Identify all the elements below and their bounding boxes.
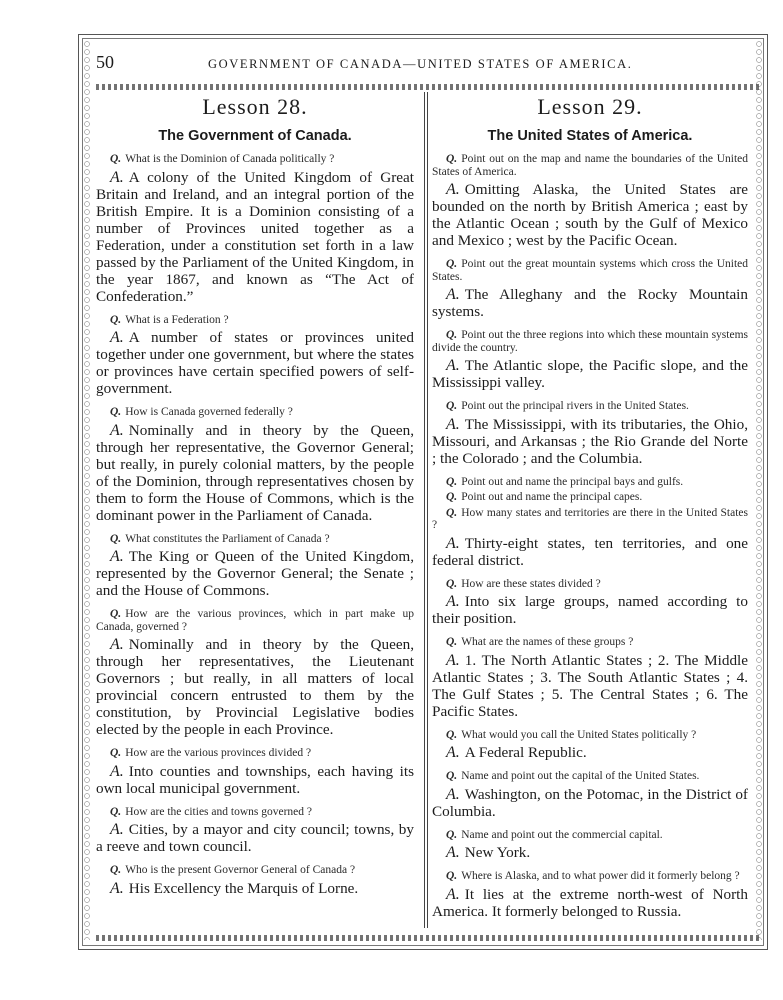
- answer-text: The Atlantic slope, the Pacific slope, and the Mississippi valley.: [432, 357, 748, 391]
- question: [96, 747, 414, 760]
- question-text: Name and point out the capital of the United States.: [461, 770, 700, 782]
- question: [432, 329, 748, 354]
- lesson-29-column: [432, 92, 748, 929]
- question-marker: Q.: [446, 153, 458, 165]
- answer-text: New York.: [464, 844, 531, 861]
- answer: [432, 181, 748, 249]
- question-text: Where is Alaska, and to what power did it formerly belong ?: [461, 870, 740, 882]
- question: [432, 636, 748, 649]
- question-marker: Q.: [446, 828, 458, 841]
- question: [432, 491, 748, 504]
- answer: [96, 821, 414, 855]
- column-divider: [424, 92, 428, 928]
- running-title: GOVERNMENT OF CANADA—UNITED STATES OF AMERICA.: [208, 57, 633, 71]
- question-marker: Q.: [110, 313, 122, 326]
- footer-rule: [96, 935, 760, 941]
- answer: [432, 744, 748, 761]
- question-marker: Q.: [446, 491, 458, 503]
- question-marker: Q.: [446, 400, 458, 412]
- question: [96, 608, 414, 633]
- question: [432, 829, 748, 842]
- answer-text: Washington, on the Potomac, in the District of Columbia.: [432, 785, 748, 820]
- answer-marker: A.: [446, 181, 460, 198]
- question-marker: Q.: [110, 406, 122, 418]
- answer-marker: A.: [446, 357, 460, 374]
- answer-marker: A.: [446, 885, 460, 903]
- answer: [96, 880, 414, 897]
- question: [432, 507, 748, 532]
- answer-marker: A.: [446, 286, 460, 303]
- question-marker: Q.: [446, 728, 458, 741]
- question-marker: Q.: [446, 506, 458, 519]
- answer-text: A number of states or provinces united together under one government, but where the states or provinces have certain specified powers of self-government.: [96, 329, 414, 397]
- answer-marker: A.: [110, 421, 124, 439]
- answer: [432, 357, 748, 391]
- question-text: How many states and territories are there in the United States ?: [432, 506, 748, 531]
- answer: [96, 422, 414, 524]
- left-ornament: [84, 40, 90, 940]
- answer-text: The Alleghany and the Rocky Mountain systems.: [432, 286, 748, 320]
- answer-text: Nominally and in theory by the Queen, through her representative, the Governor General; but really, in purely colonial matters, by the people of the Dominion, through representatives chosen by them to form the House of Commons, which is the dominant power in the Parliament of Canada.: [96, 421, 414, 524]
- answer-marker: A.: [110, 168, 124, 186]
- question-marker: Q.: [110, 153, 122, 165]
- answer: [432, 593, 748, 627]
- question-marker: Q.: [110, 805, 122, 818]
- question: [432, 153, 748, 178]
- answer-text: The King or Queen of the United Kingdom, represented by the Governor General; the Senate ; and the House of Commons.: [96, 548, 414, 599]
- question-text: Point out the three regions into which these mountain systems divide the country.: [432, 329, 748, 354]
- answer: [96, 636, 414, 738]
- header-rule: [96, 84, 760, 90]
- question-text: How is Canada governed federally ?: [125, 406, 293, 418]
- question: [96, 864, 414, 877]
- answer: [432, 652, 748, 720]
- question: [432, 770, 748, 783]
- question-text: Point out the great mountain systems which cross the United States.: [432, 258, 748, 283]
- question-text: Point out and name the principal capes.: [461, 491, 643, 503]
- question-text: What are the names of these groups ?: [461, 636, 634, 648]
- answer-text: His Excellency the Marquis of Lorne.: [128, 879, 359, 897]
- question: [432, 729, 748, 742]
- question-text: How are the cities and towns governed ?: [125, 805, 313, 818]
- question-marker: Q.: [446, 475, 458, 488]
- lesson-title: Lesson 29.: [537, 94, 643, 119]
- question-marker: Q.: [110, 864, 122, 876]
- answer: [432, 886, 748, 920]
- question-marker: Q.: [446, 329, 458, 341]
- page-header: [96, 52, 760, 76]
- question: [432, 400, 748, 413]
- answer-marker: A.: [446, 415, 460, 433]
- question-marker: Q.: [110, 747, 122, 759]
- question: [432, 578, 748, 591]
- answer-text: The Mississippi, with its tributaries, the Ohio, Missouri, and Arkansas ; the Rio Grande del Norte ; the Colorado ; and the Columbia.: [432, 415, 748, 467]
- question: [432, 258, 748, 283]
- question: [96, 153, 414, 166]
- answer-marker: A.: [110, 636, 124, 653]
- answer-text: Thirty-eight states, ten territories, and one federal district.: [432, 534, 748, 569]
- answer: [432, 416, 748, 467]
- answer-text: Into six large groups, named according to their position.: [432, 593, 748, 627]
- lesson-subject: The Government of Canada.: [158, 128, 352, 144]
- question: [432, 476, 748, 489]
- question-marker: Q.: [446, 577, 458, 590]
- question-marker: Q.: [446, 636, 458, 648]
- answer-marker: A.: [110, 821, 124, 838]
- question-text: How are the various provinces, which in part make up Canada, governed ?: [96, 608, 414, 633]
- question-marker: Q.: [446, 770, 458, 782]
- answer-text: Cities, by a mayor and city council; towns, by a reeve and town council.: [96, 821, 414, 855]
- answer-marker: A.: [446, 593, 460, 610]
- answer: [432, 786, 748, 820]
- answer-marker: A.: [110, 762, 124, 780]
- answer: [432, 286, 748, 320]
- question-text: Who is the present Governor General of Canada ?: [125, 864, 356, 876]
- answer: [96, 763, 414, 797]
- question-text: Point out on the map and name the boundaries of the United States of America.: [432, 153, 748, 178]
- question-marker: Q.: [110, 532, 122, 545]
- qa-list: [96, 153, 414, 897]
- question: [96, 406, 414, 419]
- answer-marker: A.: [110, 879, 124, 897]
- answer: [96, 329, 414, 397]
- lesson-subject: The United States of America.: [487, 128, 693, 144]
- answer-text: Into counties and townships, each having its own local municipal government.: [96, 762, 414, 797]
- question-text: Point out and name the principal bays and gulfs.: [461, 475, 684, 488]
- question-text: What is a Federation ?: [125, 313, 229, 326]
- question: [432, 870, 748, 883]
- answer-text: It lies at the extreme north-west of North America. It formerly belonged to Russia.: [432, 885, 748, 920]
- question: [96, 533, 414, 546]
- page-number: 50: [96, 52, 114, 72]
- answer-marker: A.: [446, 534, 460, 552]
- answer-text: A Federal Republic.: [464, 744, 587, 761]
- question-text: How are these states divided ?: [461, 577, 601, 590]
- answer-text: A colony of the United Kingdom of Great Britain and Ireland, and an integral portion of the British Empire. It is a Dominion consisting of a number of Provinces united together as a Federation, under a constitution set forth in a law passed by the Parliament of the United Kingdom, in the year 1867, and known as “The Act of Confederation.”: [96, 168, 414, 305]
- answer-marker: A.: [446, 844, 460, 861]
- answer-text: Nominally and in theory by the Queen, through her representatives, the Lieutenant Governors ; but really, in all matters of local provincial concern entrusted to them by the constitution, by Provincial Legislative bodies elected by the people in each Province.: [96, 636, 414, 738]
- answer-marker: A.: [110, 548, 124, 565]
- question: [96, 806, 414, 819]
- question-marker: Q.: [446, 870, 458, 882]
- question-text: How are the various provinces divided ?: [125, 747, 312, 759]
- question-text: Name and point out the commercial capital.: [461, 828, 663, 841]
- answer-text: 1. The North Atlantic States ; 2. The Middle Atlantic States ; 3. The South Atlantic States ; 4. The Gulf States ; 5. The Central States ; 6. The Pacific States.: [432, 651, 748, 720]
- answer-marker: A.: [446, 785, 460, 803]
- answer: [96, 169, 414, 305]
- answer-marker: A.: [446, 651, 460, 669]
- question-text: What is the Dominion of Canada politically ?: [125, 153, 335, 165]
- lesson-title: Lesson 28.: [202, 94, 308, 119]
- question-marker: Q.: [446, 258, 458, 270]
- question-text: What would you call the United States politically ?: [461, 728, 697, 741]
- lesson-28-column: [96, 92, 414, 906]
- question-marker: Q.: [110, 608, 122, 620]
- question-text: What constitutes the Parliament of Canada ?: [125, 532, 330, 545]
- answer-marker: A.: [110, 329, 124, 346]
- qa-list: [432, 153, 748, 920]
- answer-marker: A.: [446, 744, 460, 761]
- answer: [96, 548, 414, 599]
- question: [96, 314, 414, 327]
- right-ornament: [756, 40, 762, 940]
- answer: [432, 535, 748, 569]
- answer: [432, 844, 748, 861]
- question-text: Point out the principal rivers in the United States.: [461, 400, 689, 412]
- answer-text: Omitting Alaska, the United States are bounded on the north by British America ; east by the Atlantic Ocean ; south by the Gulf of Mexico and Mexico ; west by the Pacific Ocean.: [432, 181, 748, 249]
